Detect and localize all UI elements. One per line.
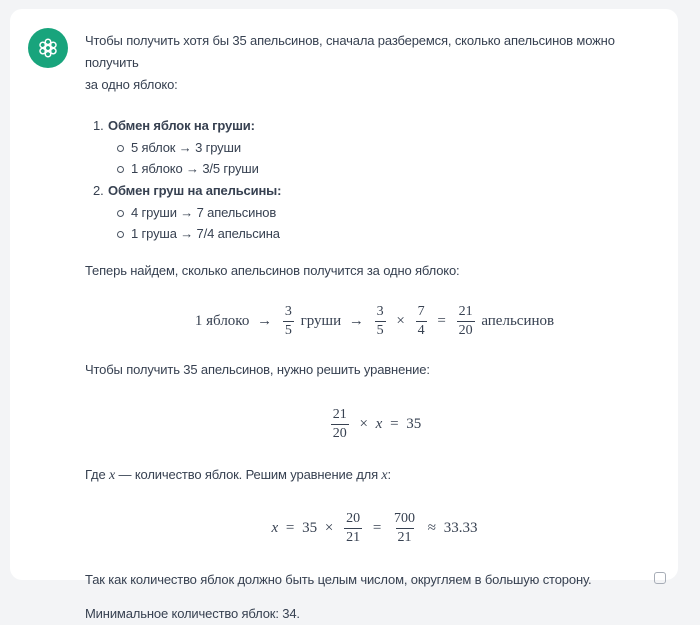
message-content (85, 28, 678, 621)
math-text: 1 яблоко (194, 313, 250, 330)
times-symbol: × (324, 520, 334, 537)
variable-x: x (109, 468, 116, 484)
copy-icon (654, 572, 666, 584)
variable-x: x (375, 416, 383, 433)
list-item-pears-to-oranges (85, 181, 664, 201)
fraction: $\frac{21}{20}$ (458, 304, 473, 339)
list-subitem (117, 224, 664, 244)
times-symbol: × (359, 416, 368, 433)
fraction: $\frac{20}{21}$ (346, 511, 361, 546)
bullet-circle-icon (117, 145, 124, 152)
list-title: Обмен груш на апельсины: (108, 183, 282, 198)
list-item-apples-to-pears (85, 116, 664, 136)
fraction: $\frac{700}{21}$ (394, 511, 416, 546)
subitem-text: 4 груши → 7 апельсинов (131, 205, 277, 220)
fraction: $\frac{21}{20}$ (332, 407, 347, 442)
subitem-text: 1 яблоко → 3/5 груши (131, 161, 259, 176)
arrow-right-symbol: → (348, 313, 364, 330)
openai-logo-icon (35, 35, 61, 61)
solve-equation-paragraph: Чтобы получить 35 апельсинов, нужно решить уравнение: (85, 362, 430, 378)
now-find-paragraph: Теперь найдем, сколько апельсинов получится за одно яблоко: (85, 263, 460, 278)
equals-symbol: = (285, 520, 295, 537)
intro-paragraph (85, 30, 664, 96)
exchange-rules-list (85, 116, 664, 244)
math-text: 35 (406, 416, 422, 433)
approx-symbol: ≈ (427, 520, 437, 537)
chatgpt-avatar (28, 28, 68, 68)
formula-apple-to-oranges (85, 304, 664, 339)
assistant-message-card (10, 9, 678, 621)
list-subitem (117, 203, 664, 223)
fraction: $\frac{3}{5}$ (376, 304, 384, 339)
intro-line-1: Чтобы получить хотя бы 35 апельсинов, сначала разберемся, сколько апельсинов можно получить (85, 33, 615, 70)
list-title: Обмен яблок на груши: (108, 118, 255, 133)
list-subitem (117, 138, 664, 158)
bullet-circle-icon (117, 166, 124, 173)
fraction: $\frac{7}{4}$ (417, 304, 425, 339)
equals-symbol: = (372, 520, 382, 537)
subitem-text: 1 груша → 7/4 апельсина (131, 226, 280, 241)
bullet-circle-icon (117, 210, 124, 217)
variable-x: x (271, 520, 279, 537)
rounding-paragraph: Так как количество яблок должно быть целым числом, округляем в большую сторону. (85, 571, 592, 587)
list-subitem (117, 159, 664, 179)
intro-line-2: за одно яблоко: (85, 77, 178, 92)
times-symbol: × (396, 313, 405, 330)
equals-symbol: = (390, 416, 399, 433)
math-text: груши (300, 313, 342, 330)
subitem-text: 5 яблок → 3 груши (131, 140, 241, 155)
fraction: $\frac{3}{5}$ (284, 304, 292, 339)
list-number: 2. (93, 183, 104, 198)
bullet-circle-icon (117, 231, 124, 238)
math-text: 33.33 (443, 520, 478, 537)
formula-solution (85, 511, 664, 546)
math-text: 35 (302, 520, 318, 537)
math-text: апельсинов (481, 313, 555, 330)
list-number: 1. (93, 118, 104, 133)
copy-button[interactable] (652, 572, 668, 580)
variable-x: x (381, 468, 388, 484)
equals-symbol: = (437, 313, 446, 330)
formula-equation (85, 407, 664, 442)
answer-paragraph: Минимальное количество яблок: 34. (85, 605, 300, 621)
where-x-paragraph: Где x — количество яблок. Решим уравнение для x: (85, 467, 391, 484)
arrow-right-symbol: → (257, 313, 273, 330)
